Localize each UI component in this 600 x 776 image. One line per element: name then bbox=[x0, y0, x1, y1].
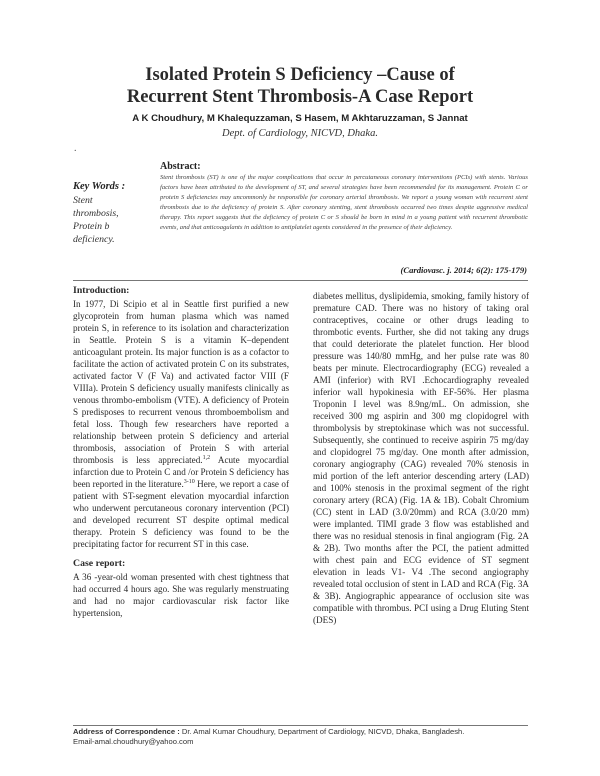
citation-sup: 1,2 bbox=[202, 454, 211, 461]
case-report-paragraph: A 36 -year-old woman presented with chest tightness that had occurred 4 hours ago. She was regularly menstruating and had no major cardiovascular risk factor like hypertension, bbox=[73, 572, 289, 618]
body-column-left bbox=[73, 285, 289, 619]
case-report-continued: diabetes mellitus, dyslipidemia, smoking, family history of premature CAD. There was no history of taking oral contraceptives, cocaine or other drugs leading to thrombotic events. Further, she did not taking any drugs that could deteriorate the platelet function. Her blood pressure was 140/80 mmHg, and her pulse rate was 80 beats per minute. Electrocardiography (ECG) revealed a AMI (inferior) with RVI .Echocardiography revealed inferior wall hypokinesia with EF-56%. Her plasma Troponin I level was 8.9ng/mL. On admission, she received 300 mg aspirin and 300 mg clopidogrel with thrombolysis by streptokinase which was not successful. Subsequently, she continued to receive aspirin 75 mg/day and clopidogrel 75 mg/day. One month after admission, coronary angiography (CAG) revealed 70% stenosis in mid portion of the left anterior descending artery (LAD) and 100% stenosis in the proximal segment of the right coronary artery (RCA) (Fig. 1A & 1B). Cobalt Chromium (CC) stent in LAD (3.0/20mm) and RCA (3.0/20 mm) were implanted. TIMI grade 3 flow was established and there was no residual stenosis in final angiogram (Fig. 2A & 2B). Two months after the PCI, the patient admitted with chest pain and ECG evidence of ST segment elevation in leads V1- V4 .The second angiography revealed total occlusion of stent in LAD and RCA (Fig. 3A & 3B). Angiographic appearance of occlusion site was compatible with thrombus. PCI using a Drug Eluting Stent (DES) bbox=[313, 291, 529, 625]
keyword-item: deficiency. bbox=[73, 234, 115, 245]
keywords-list bbox=[73, 194, 153, 246]
citation-sup: 3-10 bbox=[183, 478, 195, 485]
title-line-2: Recurrent Stent Thrombosis-A Case Report bbox=[126, 87, 474, 107]
correspondence-footer bbox=[73, 727, 528, 747]
body-column-right bbox=[313, 290, 529, 626]
stray-dot: . bbox=[74, 143, 77, 154]
keyword-item: Protein b bbox=[73, 221, 110, 232]
abstract-text: Stent thrombosis (ST) is one of the major complications that occur in percutaneous coronary interventions (PCIs) with stents. Various factors have been attributed to the development of ST, and several strategies have been recommended for its management. Protein C or protein S deficiencies may uncommonly be responsible for coronary arterial thrombosis. We report a young woman with recurrent stent thrombosis due to the deficiency of protein S. After coronary stenting, stent thrombosis occurred two times despite aggressive medical therapy. This report suggests that the deficiency of protein C or S should be born in mind in a young patient with recurrent thrombotic events, and that anticoagulants in addition to antiplatelet agents considered in the presence of their deficiency. bbox=[160, 174, 528, 232]
intro-text-b: Acute myocardial infarction due to Protein C and /or Protein S deficiency has been reported in the literature. bbox=[73, 455, 289, 489]
correspondence-email[interactable]: Email-amal.choudhury@yahoo.com bbox=[73, 737, 194, 746]
correspondence-line bbox=[73, 727, 528, 737]
author-list: A K Choudhury, M Khalequzzaman, S Hasem, M Akhtaruzzaman, S Jannat bbox=[132, 113, 468, 124]
keywords-heading: Key Words : bbox=[73, 181, 126, 192]
affiliation: Dept. of Cardiology, NICVD, Dhaka. bbox=[222, 128, 378, 139]
abstract-heading: Abstract: bbox=[160, 161, 201, 172]
introduction-paragraph bbox=[73, 298, 289, 550]
paper-title bbox=[0, 64, 600, 108]
intro-text-c: Here, we report a case of patient with ST-segment elevation myocardial infarction who underwent percutaneous coronary intervention (PCI) and developed recurrent ST despite optimal medical therapy. Protein S deficiency was found to be the precipitating factor for recurrent ST in this case. bbox=[73, 479, 289, 549]
title-line-1: Isolated Protein S Deficiency –Cause of bbox=[145, 65, 455, 85]
keyword-item: Stent bbox=[73, 195, 93, 206]
keyword-item: thrombosis, bbox=[73, 208, 119, 219]
introduction-heading: Introduction: bbox=[73, 285, 130, 296]
correspondence-label: Address of Correspondence : bbox=[73, 727, 180, 736]
header-divider bbox=[73, 280, 528, 281]
footer-divider bbox=[73, 725, 528, 726]
journal-citation: (Cardiovasc. j. 2014; 6(2): 175-179) bbox=[400, 265, 527, 275]
correspondence-text: Dr. Amal Kumar Choudhury, Department of Cardiology, NICVD, Dhaka, Bangladesh. bbox=[179, 727, 465, 736]
intro-text-a: In 1977, Di Scipio et al in Seattle first purified a new glycoprotein from human plasma which was named protein S, in reference to its isolation and characterization in Seattle. Protein S is a vitamin K–dependent anticoagulant protein. Its major function is as a cofactor to facilitate the action of activated protein C on its substrates, activated factor V (F Va) and activated factor VIII (F VIIIa). Protein S deficiency usually manifests clinically as venous thrombo-embolism (VTE). A deficiency of Protein S predisposes to recurrent venous thromboembolism and fetal loss. Though few researchers have reported a relationship between protein S deficiency and arterial thrombosis, association of Protein S with arterial thrombosis is less appreciated. bbox=[73, 299, 289, 465]
case-report-heading: Case report: bbox=[73, 558, 126, 569]
